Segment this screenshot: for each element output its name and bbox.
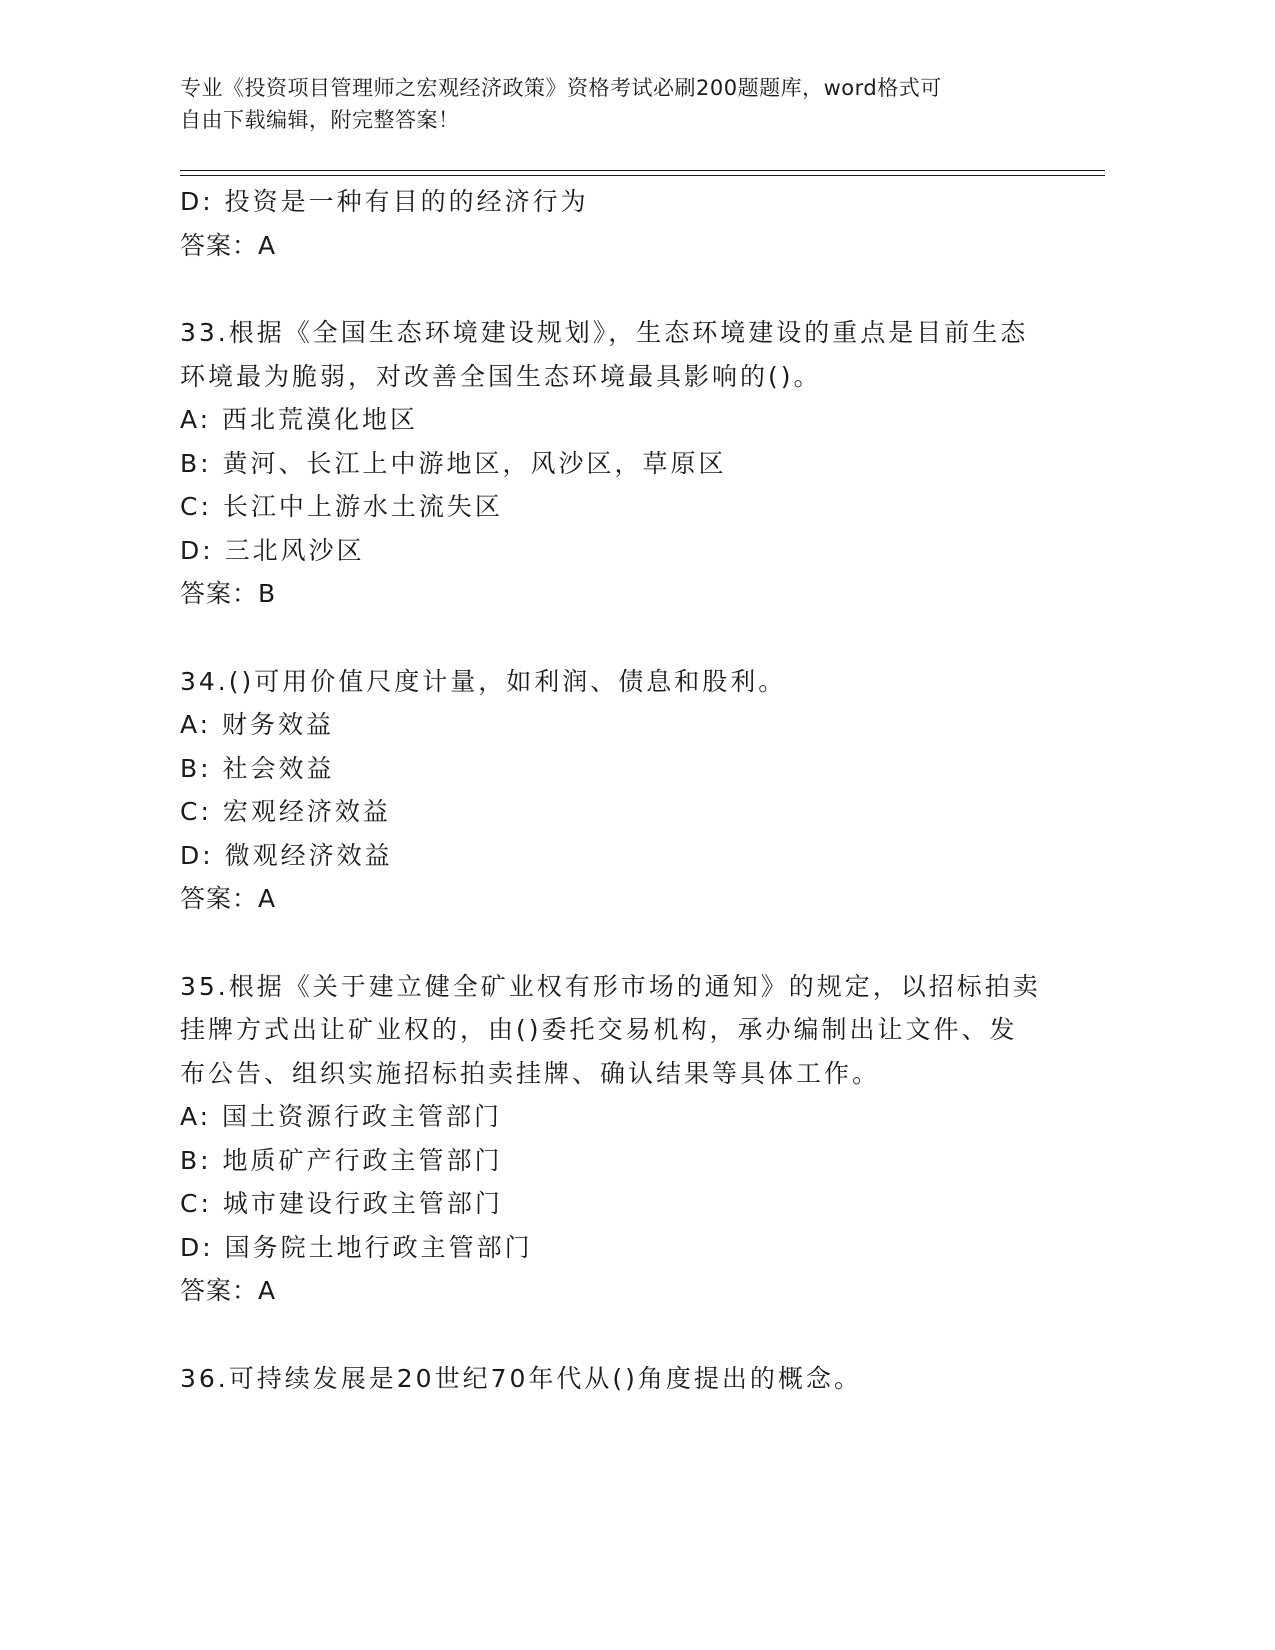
question-text-line: 环境最为脆弱，对改善全国生态环境最具影响的()。 bbox=[180, 361, 822, 391]
option-d: D: 国务院土地行政主管部门 bbox=[180, 1232, 533, 1262]
answer: 答案：A bbox=[180, 230, 277, 260]
option-b: B: 黄河、长江上中游地区，风沙区，草原区 bbox=[180, 448, 727, 478]
option-b: B: 社会效益 bbox=[180, 753, 335, 783]
header-divider-top bbox=[180, 170, 1105, 171]
option-d: D: 微观经济效益 bbox=[180, 840, 393, 870]
header-divider-bottom bbox=[180, 175, 1105, 176]
option-c: C: 宏观经济效益 bbox=[180, 797, 391, 826]
answer: 答案：B bbox=[180, 579, 277, 608]
question-35 bbox=[180, 965, 1060, 1313]
question-33 bbox=[180, 311, 1060, 616]
option-c: C: 长江中上游水土流失区 bbox=[180, 492, 503, 521]
question-text-line: 挂牌方式出让矿业权的，由()委托交易机构，承办编制出让文件、发 bbox=[180, 1015, 1018, 1044]
option-d: D: 投资是一种有目的的经济行为 bbox=[180, 187, 589, 216]
answer: 答案：A bbox=[180, 1276, 277, 1305]
spacer bbox=[180, 267, 1060, 311]
question-text-line: 布公告、组织实施招标拍卖挂牌、确认结果等具体工作。 bbox=[180, 1058, 881, 1088]
spacer bbox=[180, 921, 1060, 965]
question-text-line: 33.根据《全国生态环境建设规划》，生态环境建设的重点是目前生态 bbox=[180, 318, 1029, 347]
question-list bbox=[180, 180, 1060, 1400]
spacer bbox=[180, 616, 1060, 660]
option-d: D: 三北风沙区 bbox=[180, 535, 365, 565]
option-b: B: 地质矿产行政主管部门 bbox=[180, 1145, 503, 1175]
question-text-line: 34.()可用价值尺度计量，如利润、债息和股利。 bbox=[180, 666, 787, 696]
question-36 bbox=[180, 1357, 1060, 1401]
option-a: A: 国土资源行政主管部门 bbox=[180, 1102, 503, 1131]
question-34 bbox=[180, 660, 1060, 921]
spacer bbox=[180, 1313, 1060, 1357]
question-text-line: 35.根据《关于建立健全矿业权有形市场的通知》的规定，以招标拍卖 bbox=[180, 971, 1041, 1001]
answer: 答案：A bbox=[180, 884, 277, 913]
option-a: A: 财务效益 bbox=[180, 710, 335, 739]
document-header bbox=[180, 72, 1060, 136]
option-a: A: 西北荒漠化地区 bbox=[180, 405, 419, 434]
question-text-line: 36.可持续发展是20世纪70年代从()角度提出的概念。 bbox=[180, 1363, 862, 1393]
header-line-2: 自由下载编辑，附完整答案！ bbox=[180, 108, 460, 132]
option-c: C: 城市建设行政主管部门 bbox=[180, 1189, 503, 1218]
header-line-1: 专业《投资项目管理师之宏观经济政策》资格考试必刷200题题库，word格式可 bbox=[180, 76, 942, 100]
